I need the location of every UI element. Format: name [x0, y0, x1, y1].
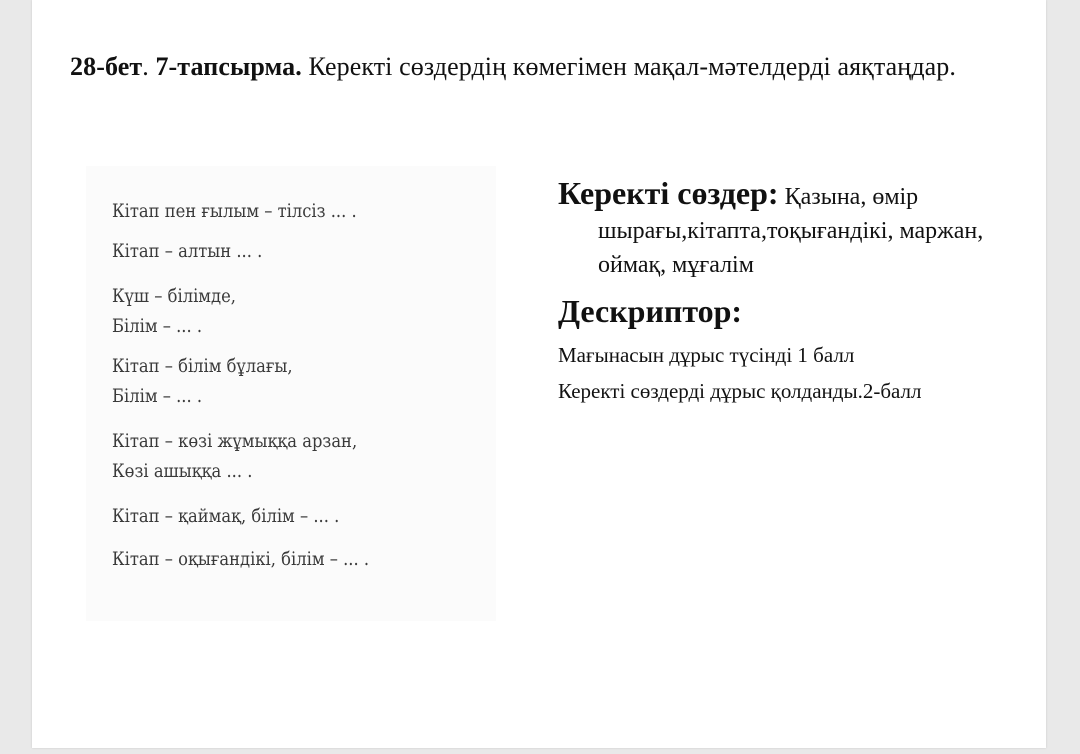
- document-page: [32, 0, 1046, 748]
- required-words: [558, 176, 1028, 282]
- proverb-line: Кітап – көзі жұмыққа арзан,: [112, 430, 358, 452]
- proverb-1: [112, 196, 357, 226]
- proverb-line: Кітап – оқығандікі, білім – ... .: [112, 548, 370, 570]
- proverb-line: Білім – ... .: [112, 385, 203, 407]
- proverb-7: [112, 544, 369, 574]
- proverb-line: Білім – ... .: [112, 315, 203, 337]
- proverb-line: Кітап – білім бұлағы,: [112, 355, 293, 377]
- proverb-line: Кітап – қаймақ, білім – ... .: [112, 505, 340, 527]
- proverb-line: Кітап пен ғылым – тілсіз ... .: [112, 200, 357, 222]
- proverb-4: [112, 351, 293, 411]
- proverb-2: [112, 236, 262, 266]
- proverb-6: [112, 501, 339, 531]
- proverbs-scan: [86, 166, 496, 621]
- required-words-heading: Керекті сөздер:: [558, 175, 779, 211]
- proverb-3: [112, 281, 236, 341]
- proverb-line: Күш – білімде,: [112, 285, 236, 307]
- task-instruction: Керекті сөздердің көмегімен мақал-мәтелдерді аяқтаңдар.: [308, 52, 956, 81]
- proverb-line: Көзі ашыққа ... .: [112, 460, 253, 482]
- task-title: [70, 52, 956, 82]
- descriptor-item: Керекті сөздерді дұрыс қолданды.2-балл: [558, 379, 922, 403]
- required-words-list: Қазына, өмір шырағы,кітапта,тоқығандікі, маржан, оймақ, мұғалім: [598, 184, 984, 278]
- page-reference-period: .: [142, 52, 149, 81]
- right-column: [558, 176, 1028, 406]
- descriptor-item: Мағынасын дұрыс түсінді 1 балл: [558, 343, 855, 367]
- task-number: 7-тапсырма.: [155, 52, 302, 81]
- proverb-5: [112, 426, 357, 486]
- descriptor-heading: Дескриптор:: [558, 293, 743, 329]
- proverb-line: Кітап – алтын ... .: [112, 240, 263, 262]
- page-reference: 28-бет: [70, 52, 143, 81]
